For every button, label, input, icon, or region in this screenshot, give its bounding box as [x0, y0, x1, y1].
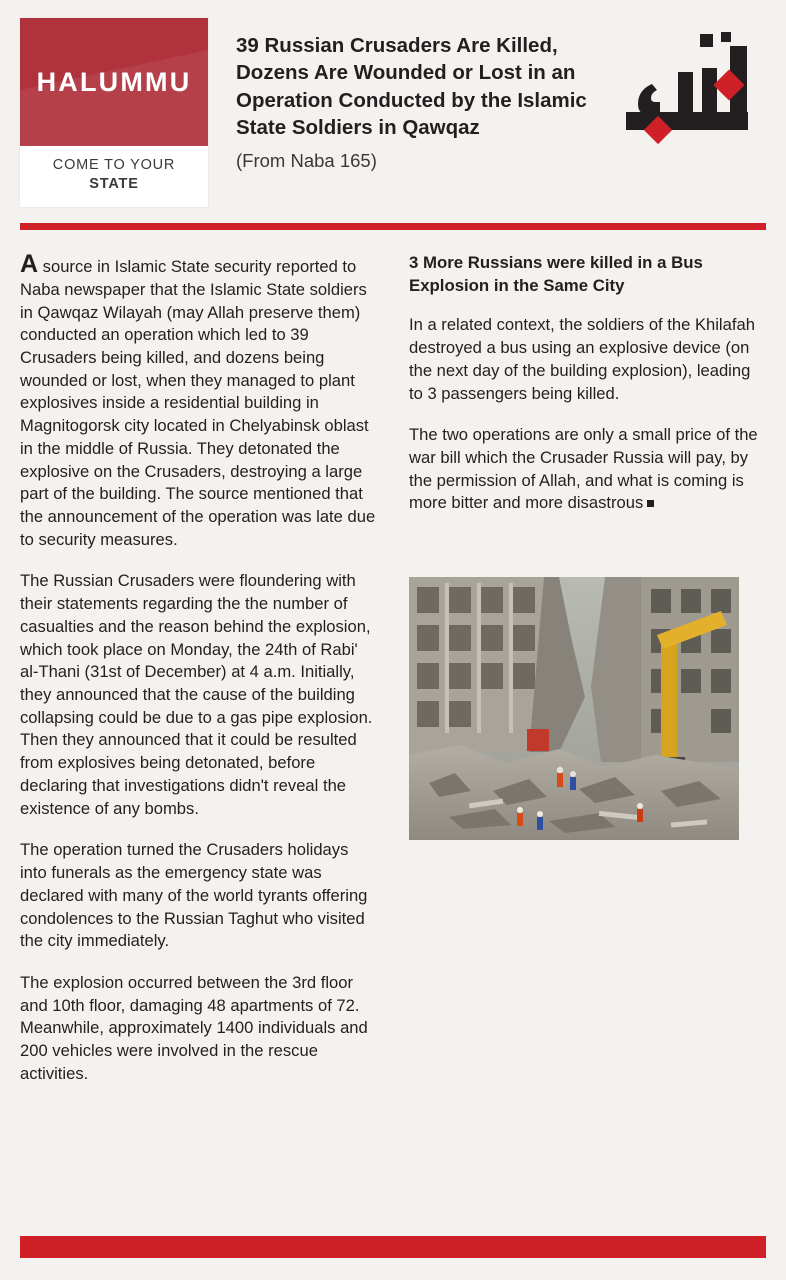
page-header	[0, 0, 786, 207]
brand-tagline-line1: COME TO YOUR	[52, 157, 176, 173]
right-column	[409, 252, 766, 1104]
paragraph: The explosion occurred between the 3rd floor and 10th floor, damaging 48 apartments of 72. Meanwhile, approximately 1400 individuals and 200 vehicles were involved in the rescue activities.	[20, 972, 368, 1083]
masthead-logo	[616, 18, 766, 153]
article-body	[0, 230, 786, 1104]
arabic-masthead-icon	[626, 28, 766, 153]
header-divider	[20, 223, 766, 230]
photo-block	[409, 577, 766, 840]
headline-block	[208, 18, 616, 172]
brand-logo-block	[20, 18, 208, 207]
brand-tagline-line2: STATE	[89, 175, 139, 192]
page-title: 39 Russian Crusaders Are Killed, Dozens Are Wounded or Lost in an Operation Conducted by the Islamic State Soldiers in Qawqaz	[236, 34, 587, 139]
source-reference: (From Naba 165)	[236, 150, 377, 171]
paragraph-text: The two operations are only a small price of the war bill which the Crusader Russia will pay, by the permission of Allah, and what is coming is more bitter and more disastrous	[409, 425, 758, 513]
paragraph	[409, 424, 766, 515]
end-marker-icon	[647, 500, 654, 507]
paragraph: The operation turned the Crusaders holidays into funerals as the emergency state was declared with many of the world tyrants offering condolences to the Russian Taghut who visited the city immediately.	[20, 840, 368, 951]
brand-logo-mark	[20, 18, 208, 146]
paragraph: The Russian Crusaders were floundering with their statements regarding the the number of casualties and the reason behind the explosion, which took place on Monday, the 24th of Rabi' al-Thani (31st of December) at 4 a.m. Initially, they announced that the cause of the building collapsing could be due to a gas pipe explosion. Then they announced that it could be resulted from explosives being detonated, before declaring that investigations didn't reveal the existence of any bombs.	[20, 571, 373, 818]
section-subheading: 3 More Russians were killed in a Bus Explosion in the Same City	[409, 253, 703, 295]
paragraph: A source in Islamic State security reported to Naba newspaper that the Islamic State soldiers in Qawqaz Wilayah (may Allah preserve them) conducted an operation which led to 39 Crusaders being killed, and dozens being wounded or lost, when they managed to plant explosives inside a residential building in Magnitogorsk city located in Chelyabinsk oblast in the middle of Russia. They detonated the explosive on the Crusaders, destroying a large part of the building. The source mentioned that the announcement of the operation was late due to security measures.	[20, 250, 376, 549]
brand-tagline	[20, 146, 208, 207]
paragraph: In a related context, the soldiers of the Khilafah destroyed a bus using an explosive device (on the next day of the building explosion), leading to 3 passengers being killed.	[409, 315, 755, 403]
article-photo	[409, 577, 739, 840]
left-column	[20, 252, 377, 1104]
brand-name: HALUMMU	[36, 66, 192, 97]
footer-bar	[20, 1236, 766, 1258]
